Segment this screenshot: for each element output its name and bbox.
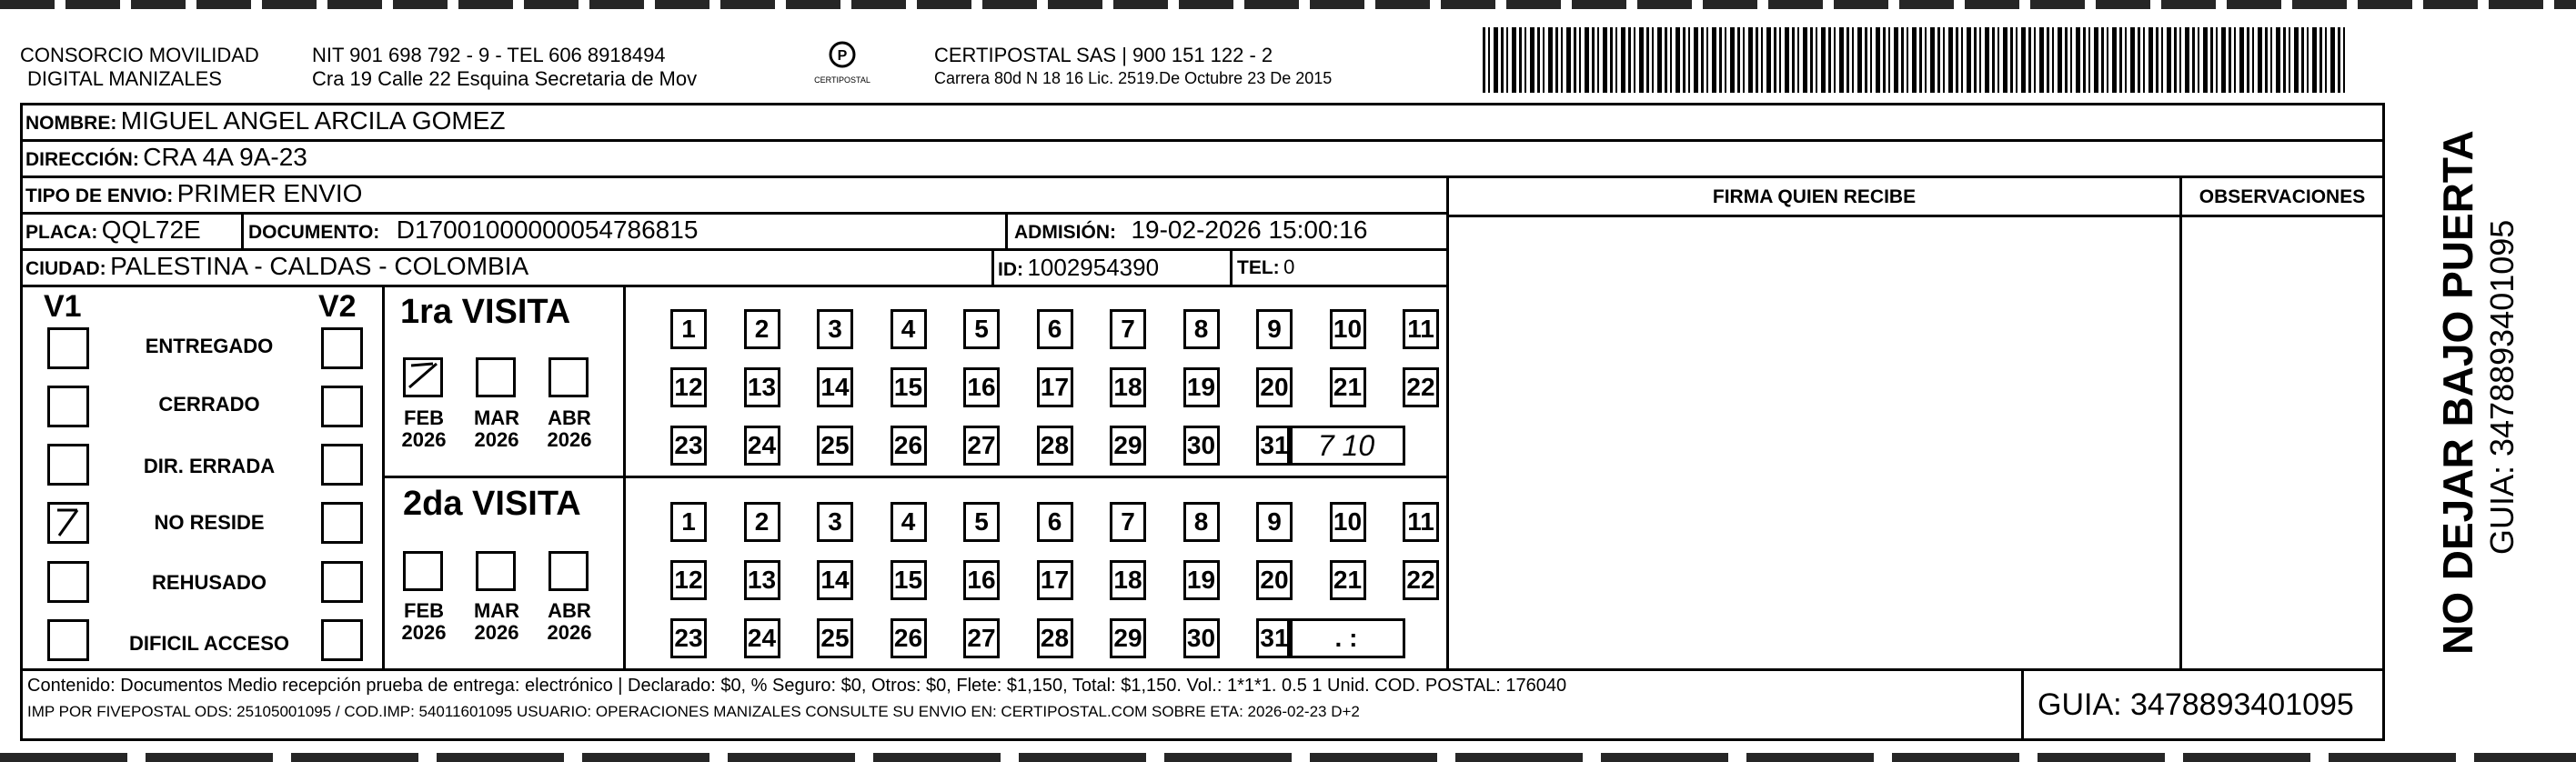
divider	[2021, 668, 2024, 741]
visit-1-day-15[interactable]: 15	[891, 367, 927, 407]
v1-checkbox-no-reside[interactable]	[47, 502, 89, 544]
id-label: ID:	[998, 259, 1023, 280]
status-cerrado: CERRADO	[158, 393, 260, 416]
v1-checkbox-dir-errada[interactable]	[47, 444, 89, 486]
visit-2-day-1[interactable]: 1	[670, 502, 707, 542]
document-value: D17001000000054786815	[396, 216, 699, 244]
visit-1-day-30[interactable]: 30	[1183, 426, 1220, 466]
company-name	[20, 44, 259, 91]
visit-2-month-feb-label: FEB 2026	[401, 599, 447, 644]
bottom-tear-edge	[0, 753, 2576, 762]
signature-area[interactable]	[1449, 217, 2179, 667]
visit-1-day-13[interactable]: 13	[744, 367, 780, 407]
v2-checkbox-no-reside[interactable]	[321, 502, 363, 544]
visit-1-day-31[interactable]: 31	[1256, 426, 1293, 466]
visit-1-day-12[interactable]: 12	[670, 367, 707, 407]
visit-1-month-mar-box[interactable]	[476, 357, 516, 397]
visit-2-day-23[interactable]: 23	[670, 618, 707, 658]
id-value: 1002954390	[1027, 254, 1160, 281]
visit-1-day-24[interactable]: 24	[744, 426, 780, 466]
tel-field	[1237, 256, 1294, 279]
visit-1-month-abr-label: ABR 2026	[547, 406, 592, 451]
visit-2-day-5[interactable]: 5	[963, 502, 1000, 542]
visit-1-day-11[interactable]: 11	[1403, 309, 1439, 349]
visit-1-day-25[interactable]: 25	[817, 426, 853, 466]
divider	[1230, 248, 1233, 285]
v2-checkbox-rehusado[interactable]	[321, 561, 363, 603]
visit-1-day-19[interactable]: 19	[1183, 367, 1220, 407]
status-no-reside: NO RESIDE	[154, 511, 265, 534]
svg-text:P: P	[837, 48, 848, 64]
v1-checkbox-rehusado[interactable]	[47, 561, 89, 603]
visit-2-day-13[interactable]: 13	[744, 560, 780, 600]
visit-1-day-8[interactable]: 8	[1183, 309, 1220, 349]
visit-1-time-box[interactable]	[1287, 426, 1405, 466]
footer-content-line: Contenido: Documentos Medio recepción prueba de entrega: electrónico | Declarado: $0, % Seguro: $0, Otros: $0, Flete: $1,150, Total: $1,150. Vol.: 1*1*1. 0.5 1 Unid. COD. POSTAL: 176040	[27, 676, 1567, 696]
visit-1-day-6[interactable]: 6	[1037, 309, 1073, 349]
visit-2-day-26[interactable]: 26	[891, 618, 927, 658]
visit-2-day-25[interactable]: 25	[817, 618, 853, 658]
visit-1-month-feb-label: FEB 2026	[401, 406, 447, 451]
company-address: Cra 19 Calle 22 Esquina Secretaria de Mov	[312, 67, 698, 90]
company-contact	[312, 44, 697, 91]
guia-vertical: GUIA: 3478893401095	[2483, 219, 2521, 555]
visit-1-day-20[interactable]: 20	[1256, 367, 1293, 407]
plate-label: PLACA:	[25, 222, 98, 243]
address-row	[25, 143, 307, 172]
divider	[991, 248, 994, 285]
status-dificil-acceso: DIFICIL ACCESO	[128, 632, 289, 655]
nit-tel: NIT 901 698 792 - 9 - TEL 606 8918494	[312, 44, 666, 66]
visit-2-time-placeholder: . :	[1334, 624, 1358, 652]
visit-1-day-17[interactable]: 17	[1037, 367, 1073, 407]
visit-1-day-4[interactable]: 4	[891, 309, 927, 349]
visit-2-day-6[interactable]: 6	[1037, 502, 1073, 542]
visit-2-day-20[interactable]: 20	[1256, 560, 1293, 600]
visit-2-day-12[interactable]: 12	[670, 560, 707, 600]
checkmark-icon	[50, 505, 86, 541]
visit-2-day-7[interactable]: 7	[1110, 502, 1146, 542]
visit-2-day-18[interactable]: 18	[1110, 560, 1146, 600]
visit-1-day-27[interactable]: 27	[963, 426, 1000, 466]
visit-1-day-10[interactable]: 10	[1330, 309, 1366, 349]
plate-value: QQL72E	[101, 216, 201, 244]
visit-1-day-18[interactable]: 18	[1110, 367, 1146, 407]
visit-1-day-9[interactable]: 9	[1256, 309, 1293, 349]
document-label: DOCUMENTO:	[248, 222, 380, 243]
carrier-address: Carrera 80d N 18 16 Lic. 2519.De Octubre 23 De 2015	[934, 69, 1333, 87]
visit-2-day-19[interactable]: 19	[1183, 560, 1220, 600]
divider	[1005, 212, 1008, 248]
logo-icon	[826, 40, 859, 71]
visit-1-day-22[interactable]: 22	[1403, 367, 1439, 407]
carrier-line: CERTIPOSTAL SAS | 900 151 122 - 2	[934, 44, 1273, 66]
visit-2-day-3[interactable]: 3	[817, 502, 853, 542]
visit-2-day-24[interactable]: 24	[744, 618, 780, 658]
visit-1-time-value: 7 10	[1317, 429, 1375, 462]
visit-2-month-mar-label: MAR 2026	[473, 599, 520, 644]
v1-checkbox-entregado[interactable]	[47, 327, 89, 369]
v1-checkbox-cerrado[interactable]	[47, 386, 89, 427]
city-label: CIUDAD:	[25, 258, 106, 279]
visit-2-day-4[interactable]: 4	[891, 502, 927, 542]
visit-1-month-feb-box[interactable]	[403, 357, 443, 397]
signature-header: FIRMA QUIEN RECIBE	[1712, 186, 1917, 207]
v2-checkbox-entregado[interactable]	[321, 327, 363, 369]
visit-2-day-31[interactable]: 31	[1256, 618, 1293, 658]
id-field	[998, 254, 1159, 282]
send-type-label: TIPO DE ENVIO:	[25, 185, 174, 206]
visit-2-day-10[interactable]: 10	[1330, 502, 1366, 542]
visit-2-month-mar-box[interactable]	[476, 551, 516, 591]
top-tear-edge	[0, 0, 2576, 9]
name-label: NOMBRE:	[25, 113, 117, 134]
status-dir-errada: DIR. ERRADA	[143, 455, 276, 477]
visit-2-day-16[interactable]: 16	[963, 560, 1000, 600]
visit-2-day-21[interactable]: 21	[1330, 560, 1366, 600]
visit-1-day-28[interactable]: 28	[1037, 426, 1073, 466]
visit-2-day-22[interactable]: 22	[1403, 560, 1439, 600]
send-type-value: PRIMER ENVIO	[176, 179, 363, 207]
visit-1-day-1[interactable]: 1	[670, 309, 707, 349]
address-label: DIRECCIÓN:	[25, 149, 139, 170]
visit-1-month-mar-label: MAR 2026	[473, 406, 520, 451]
divider	[20, 285, 1448, 287]
visit-2-day-8[interactable]: 8	[1183, 502, 1220, 542]
city-value: PALESTINA - CALDAS - COLOMBIA	[110, 252, 529, 280]
city-row	[25, 252, 528, 281]
observations-header: OBSERVACIONES	[2199, 186, 2366, 207]
v1-checkbox-dificil-acceso[interactable]	[47, 619, 89, 661]
visit-2-month-abr-label: ABR 2026	[547, 599, 592, 644]
carrier-info	[934, 44, 1332, 89]
visit-1-day-7[interactable]: 7	[1110, 309, 1146, 349]
visit-1-day-23[interactable]: 23	[670, 426, 707, 466]
visit-1-day-16[interactable]: 16	[963, 367, 1000, 407]
status-entregado: ENTREGADO	[145, 335, 274, 357]
address-value: CRA 4A 9A-23	[143, 143, 307, 171]
divider	[20, 139, 2385, 142]
visit-2-month-abr-box[interactable]	[548, 551, 589, 591]
company-name-line-2: DIGITAL MANIZALES	[27, 67, 222, 90]
visit-2-day-14[interactable]: 14	[817, 560, 853, 600]
send-type-row	[25, 179, 362, 208]
visit-1-day-21[interactable]: 21	[1330, 367, 1366, 407]
divider	[241, 212, 244, 248]
document-field	[248, 216, 698, 245]
admission-label: ADMISIÓN:	[1014, 222, 1116, 243]
visit-1-month-abr-box[interactable]	[548, 357, 589, 397]
visit-2-day-28[interactable]: 28	[1037, 618, 1073, 658]
visit-2-time-box[interactable]	[1287, 618, 1405, 658]
divider	[20, 175, 2385, 178]
visit-2-day-27[interactable]: 27	[963, 618, 1000, 658]
visit-1-day-29[interactable]: 29	[1110, 426, 1146, 466]
visit-1-day-14[interactable]: 14	[817, 367, 853, 407]
visit-2-day-9[interactable]: 9	[1256, 502, 1293, 542]
admission-value: 19-02-2026 15:00:16	[1131, 216, 1368, 244]
logo-text: CERTIPOSTAL	[814, 75, 870, 85]
visit-2-day-29[interactable]: 29	[1110, 618, 1146, 658]
divider	[382, 476, 1446, 478]
name-value: MIGUEL ANGEL ARCILA GOMEZ	[120, 106, 506, 135]
certipostal-logo	[814, 40, 870, 85]
company-name-line-1: CONSORCIO MOVILIDAD	[20, 44, 259, 66]
footer-guia: GUIA: 3478893401095	[2038, 687, 2354, 722]
visit-2-day-15[interactable]: 15	[891, 560, 927, 600]
visit-2-month-feb-box[interactable]	[403, 551, 443, 591]
plate-row	[25, 216, 201, 245]
observations-area[interactable]	[2182, 217, 2382, 667]
footer-imp-line: IMP POR FIVEPOSTAL ODS: 25105001095 / COD.IMP: 54011601095 USUARIO: OPERACIONES MANIZALES CONSULTE SU ENVIO EN: CERTIPOSTAL.COM SOBRE ETA: 2026-02-23 D+2	[27, 703, 1360, 720]
v2-label: V2	[318, 289, 357, 324]
visit-1-day-2[interactable]: 2	[744, 309, 780, 349]
visit-2-day-11[interactable]: 11	[1403, 502, 1439, 542]
visit-2-day-17[interactable]: 17	[1037, 560, 1073, 600]
divider	[20, 212, 1448, 215]
status-rehusado: REHUSADO	[152, 571, 267, 594]
v2-checkbox-dificil-acceso[interactable]	[321, 619, 363, 661]
name-row	[25, 106, 506, 135]
visit-1-day-5[interactable]: 5	[963, 309, 1000, 349]
visit-1-day-26[interactable]: 26	[891, 426, 927, 466]
v2-checkbox-cerrado[interactable]	[321, 386, 363, 427]
tel-label: TEL:	[1237, 257, 1280, 278]
admission-field	[1014, 216, 1367, 245]
visit-1-title: 1ra VISITA	[400, 293, 571, 331]
visit-2-day-30[interactable]: 30	[1183, 618, 1220, 658]
v1-label: V1	[44, 289, 82, 324]
tel-value: 0	[1283, 256, 1295, 278]
visit-2-day-2[interactable]: 2	[744, 502, 780, 542]
visit-1-day-3[interactable]: 3	[817, 309, 853, 349]
no-dejar-bajo-puerta: NO DEJAR BAJO PUERTA	[2434, 130, 2481, 655]
divider	[20, 668, 2385, 671]
barcode	[1483, 27, 2347, 93]
divider	[20, 248, 1448, 251]
checkmark-icon	[406, 360, 442, 396]
v2-checkbox-dir-errada[interactable]	[321, 444, 363, 486]
visit-2-title: 2da VISITA	[403, 485, 581, 523]
